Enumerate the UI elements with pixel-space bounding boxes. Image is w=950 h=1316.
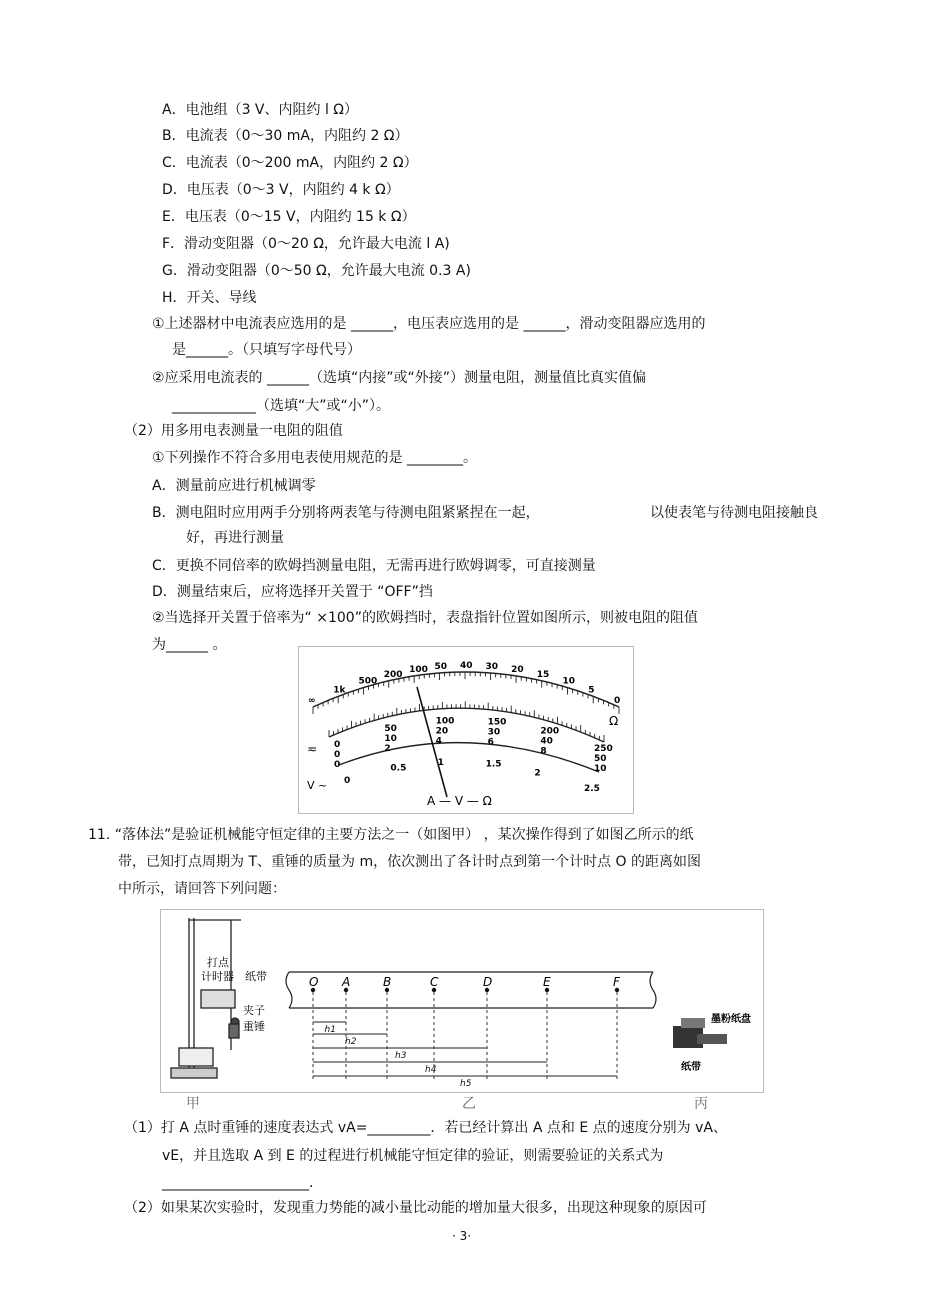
ohm-scale-label: 10 xyxy=(562,676,575,687)
tape-point-label: C xyxy=(430,975,439,989)
option-c: C．电流表（0～200 mA，内阻约 2 Ω） xyxy=(162,155,418,171)
label-tape-jia: 纸带 xyxy=(245,970,267,983)
free-fall-figure xyxy=(160,909,764,1093)
option-b: B．电流表（0～30 mA，内阻约 2 Ω） xyxy=(162,128,409,144)
ohm-scale-label: 100 xyxy=(409,664,428,675)
q11-sub1-line1: （1）打 A 点时重锤的速度表达式 vA=_________．若已经计算出 A 点和 E 点的速度分别为 vA、 xyxy=(124,1120,727,1136)
ohm-scale-label: 15 xyxy=(536,669,550,680)
dc-scale-label: 0 xyxy=(334,740,341,750)
option-f: F．滑动变阻器（0～20 Ω，允许最大电流 l A) xyxy=(162,236,450,252)
multimeter-option-b-end: 好，再进行测量 xyxy=(186,530,284,546)
q11-intro-line2: 带，已知打点周期为 T、重锤的质量为 m，依次测出了各计时点到第一个计时点 O 的距离如图 xyxy=(118,854,702,870)
dc-scale-label: 0 xyxy=(334,760,341,770)
label-timer-line1: 打点 xyxy=(207,956,229,969)
ohm-unit-label: Ω xyxy=(609,714,619,728)
q10-sub2-line2: ____________（选填“大”或“小”）。 xyxy=(172,398,391,414)
multimeter-option-c: C．更换不同倍率的欧姆挡测量电阻，无需再进行欧姆调零，可直接测量 xyxy=(152,558,596,574)
ac-scale-label: 2.5 xyxy=(584,784,600,794)
multimeter-option-a: A．测量前应进行机械调零 xyxy=(152,478,316,494)
q10-sub2-line1: ②应采用电流表的 ______（选填“内接”或“外接”）测量电阻，测量值比真实值偏 xyxy=(152,370,647,386)
ac-scale-label: 0.5 xyxy=(390,763,407,774)
option-h: H．开关、导线 xyxy=(162,290,257,306)
q11-sub2-line1: （2）如果某次实验时，发现重力势能的减小量比动能的增加量大很多，出现这种现象的原因可 xyxy=(124,1200,707,1216)
part2-question2-line2: 为______ 。 xyxy=(152,637,227,653)
option-e: E．电压表（0～15 V，内阻约 15 k Ω） xyxy=(162,209,416,225)
q11-sub1-line2: vE，并且选取 A 到 E 的过程进行机械能守恒定律的验证，则需要验证的关系式为 xyxy=(162,1148,664,1164)
meter-unit-caption: A — V — Ω xyxy=(427,794,492,808)
dc-scale-label: 250 xyxy=(594,744,613,754)
dc-scale-label: 40 xyxy=(540,736,553,747)
label-ink-disk: 墨粉纸盘 xyxy=(711,1014,751,1025)
ohm-scale-label: 20 xyxy=(511,664,524,675)
multimeter-option-d: D．测量结束后，应将选择开关置于 “OFF”挡 xyxy=(152,584,433,600)
label-weight: 重锤 xyxy=(243,1020,265,1033)
dc-scale-label: 8 xyxy=(540,746,547,757)
tape-point-label: O xyxy=(309,975,319,989)
dimension-label: h2 xyxy=(345,1037,357,1047)
label-tape-bing: 纸带 xyxy=(681,1062,701,1073)
q11-sub1-line3: _____________________． xyxy=(162,1175,323,1191)
dimension-label: h5 xyxy=(460,1079,472,1089)
free-fall-svg xyxy=(161,910,763,1092)
dc-scale-label: 10 xyxy=(384,734,397,745)
multimeter-dial-figure xyxy=(298,646,634,814)
caption-yi: 乙 xyxy=(462,1096,476,1112)
dc-scale-label: 150 xyxy=(487,717,507,728)
ac-symbol-label: V ~ xyxy=(307,779,328,792)
q10-sub1-line2: 是______。（只填写字母代号） xyxy=(172,342,361,358)
dc-scale-label: 30 xyxy=(487,727,501,738)
dc-scale-label: 50 xyxy=(384,724,397,735)
dimension-label: h1 xyxy=(324,1025,336,1035)
ohm-scale-label: 200 xyxy=(383,669,403,680)
part2-title: （2）用多用电表测量一电阻的阻值 xyxy=(124,423,343,439)
ohm-scale-label: 30 xyxy=(485,661,499,672)
ohm-scale-label: 500 xyxy=(358,676,378,687)
ac-scale-label: 1.5 xyxy=(485,759,502,770)
tape-point-label: F xyxy=(613,975,620,989)
dc-scale-label: 100 xyxy=(435,716,455,727)
dc-scale-label: 20 xyxy=(435,726,449,737)
ohm-scale-label: ∞ xyxy=(308,696,316,706)
label-timer-line2: 计时器 xyxy=(201,970,234,983)
dc-scale-label: 10 xyxy=(594,764,607,774)
dc-scale-label: 200 xyxy=(540,726,560,737)
multimeter-option-b-cont: 以使表笔与待测电阻接触良 xyxy=(650,505,818,521)
dc-scale-label: 6 xyxy=(487,737,494,748)
multimeter-option-b: B．测电阻时应用两手分别将两表笔与待测电阻紧紧捏在一起， xyxy=(152,505,540,521)
q11-intro-line1: 11. “落体法”是验证机械能守恒定律的主要方法之一（如图甲） ，某次操作得到了如图乙所示的纸 xyxy=(88,827,694,843)
tape-point-label: E xyxy=(543,975,551,989)
dc-scale-arc xyxy=(329,708,604,745)
page-number: · 3· xyxy=(452,1229,472,1243)
dimension-label: h4 xyxy=(425,1065,437,1075)
label-clip: 夹子 xyxy=(243,1004,265,1017)
dc-scale-label: 0 xyxy=(334,750,341,760)
ac-scale-arc xyxy=(339,743,599,772)
multimeter-dial-svg xyxy=(299,647,633,813)
dc-scale-label: 2 xyxy=(384,744,391,755)
part2-question2-line1: ②当选择开关置于倍率为“ ×100”的欧姆挡时，表盘指针位置如图所示，则被电阻的阻值 xyxy=(152,610,698,626)
ac-scale-label: 1 xyxy=(437,758,444,769)
caption-bing: 丙 xyxy=(694,1096,708,1112)
dc-symbol-label: ≂ xyxy=(307,742,318,756)
ohm-scale-label: 0 xyxy=(614,696,621,706)
option-d: D．电压表（0～3 V，内阻约 4 k Ω） xyxy=(162,182,400,198)
part2-question1: ①下列操作不符合多用电表使用规范的是 ________。 xyxy=(152,450,477,466)
dc-scale-label: 50 xyxy=(594,754,607,764)
q10-sub1-line1: ①上述器材中电流表应选用的是 ______，电压表应选用的是 ______，滑动变阻器应选用的 xyxy=(152,316,706,332)
tape-point-label: B xyxy=(383,975,392,989)
tape-point-label: D xyxy=(483,975,493,989)
dc-scale-label: 4 xyxy=(435,736,442,747)
ac-scale-label: 0 xyxy=(344,776,351,786)
q11-intro-line3: 中所示，请回答下列问题： xyxy=(118,881,286,897)
ohm-scale-label: 5 xyxy=(588,685,595,696)
ohm-scale-label: 50 xyxy=(434,661,448,672)
option-a: A．电池组（3 V、内阻约 l Ω） xyxy=(162,102,358,118)
ohm-scale-label: 1k xyxy=(333,685,346,696)
tape-point-label: A xyxy=(342,975,351,989)
option-g: G．滑动变阻器（0～50 Ω，允许最大电流 0.3 A) xyxy=(162,263,471,279)
dimension-label: h3 xyxy=(395,1051,407,1061)
ac-scale-label: 2 xyxy=(534,768,541,779)
caption-jia: 甲 xyxy=(186,1096,200,1112)
apparatus-drawing xyxy=(171,918,241,1078)
ohm-scale-label: 40 xyxy=(460,661,473,671)
